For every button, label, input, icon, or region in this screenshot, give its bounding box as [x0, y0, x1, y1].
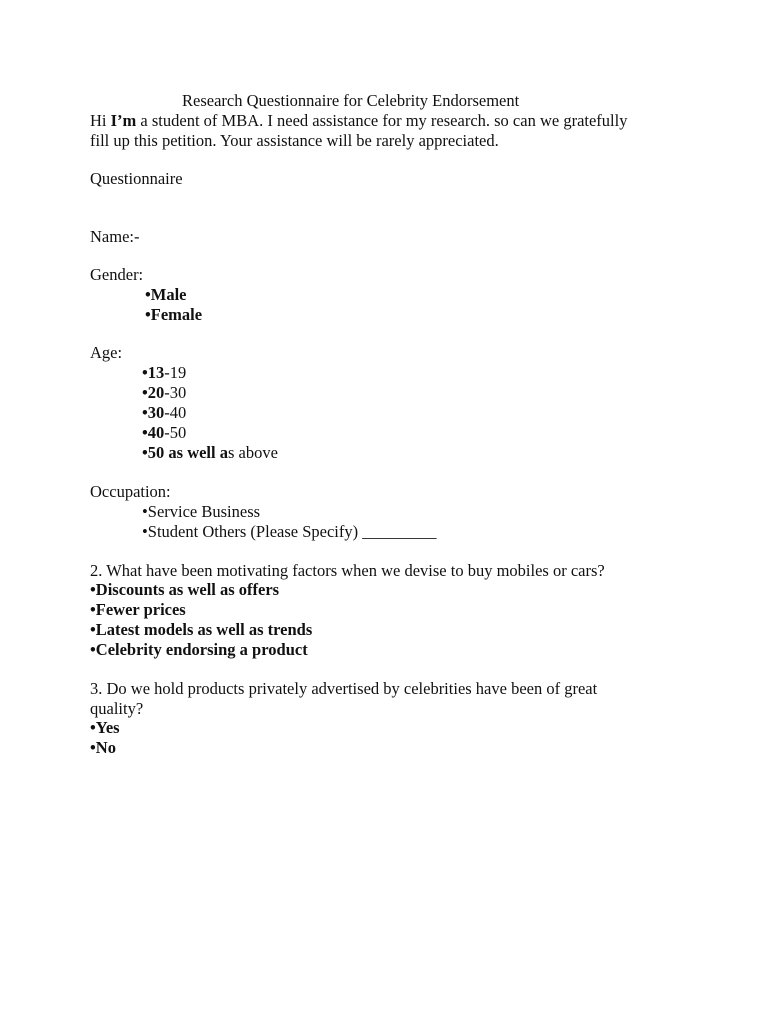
- section-heading: Questionnaire: [90, 169, 183, 188]
- page-title: Research Questionnaire for Celebrity Endorsement: [182, 91, 520, 110]
- occupation-option-service[interactable]: •Service Business: [142, 502, 261, 521]
- q2-option-fewer-prices[interactable]: •Fewer prices: [90, 600, 186, 619]
- age-option-rest: -19: [164, 363, 187, 382]
- age-option-bold: •50 as well a: [142, 443, 228, 462]
- q2-option-discounts[interactable]: •Discounts as well as offers: [90, 580, 280, 599]
- age-option-30-40[interactable]: [142, 403, 186, 423]
- q3-option-no[interactable]: •No: [90, 738, 116, 757]
- age-option-13-19[interactable]: [142, 363, 186, 383]
- age-option-20-30[interactable]: [142, 383, 186, 403]
- age-option-rest: -50: [164, 423, 187, 442]
- intro-line-2: fill up this petition. Your assistance will be rarely appreciated.: [90, 131, 499, 150]
- age-option-bold: •13: [142, 363, 165, 382]
- q3-option-yes[interactable]: •Yes: [90, 718, 120, 737]
- intro-line-1: [90, 111, 627, 131]
- name-label: Name:-: [90, 227, 140, 246]
- occupation-label: Occupation:: [90, 482, 171, 501]
- age-option-40-50[interactable]: [142, 423, 186, 443]
- q2-option-latest-models[interactable]: •Latest models as well as trends: [90, 620, 313, 639]
- age-option-50-above[interactable]: [142, 443, 278, 463]
- intro-text-a: Hi: [90, 111, 111, 130]
- intro-text-bold: I’m: [110, 111, 137, 130]
- q2-option-celebrity[interactable]: •Celebrity endorsing a product: [90, 640, 308, 659]
- gender-label: Gender:: [90, 265, 144, 284]
- question-3-text-line-2: quality?: [90, 699, 144, 718]
- gender-option-female[interactable]: •Female: [145, 305, 203, 324]
- age-option-rest: -30: [164, 383, 187, 402]
- age-option-bold: •20: [142, 383, 165, 402]
- age-label: Age:: [90, 343, 123, 362]
- age-option-bold: •40: [142, 423, 165, 442]
- age-option-rest: -40: [164, 403, 187, 422]
- question-2-text: 2. What have been motivating factors when we devise to buy mobiles or cars?: [90, 561, 605, 580]
- gender-option-male[interactable]: •Male: [145, 285, 187, 304]
- occupation-option-student[interactable]: •Student Others (Please Specify) _________: [142, 522, 437, 541]
- age-option-bold: •30: [142, 403, 165, 422]
- age-option-rest: s above: [227, 443, 278, 462]
- intro-text-b: a student of MBA. I need assistance for my research. so can we gratefully: [136, 111, 628, 130]
- question-3-text-line-1: 3. Do we hold products privately advertised by celebrities have been of great: [90, 679, 598, 698]
